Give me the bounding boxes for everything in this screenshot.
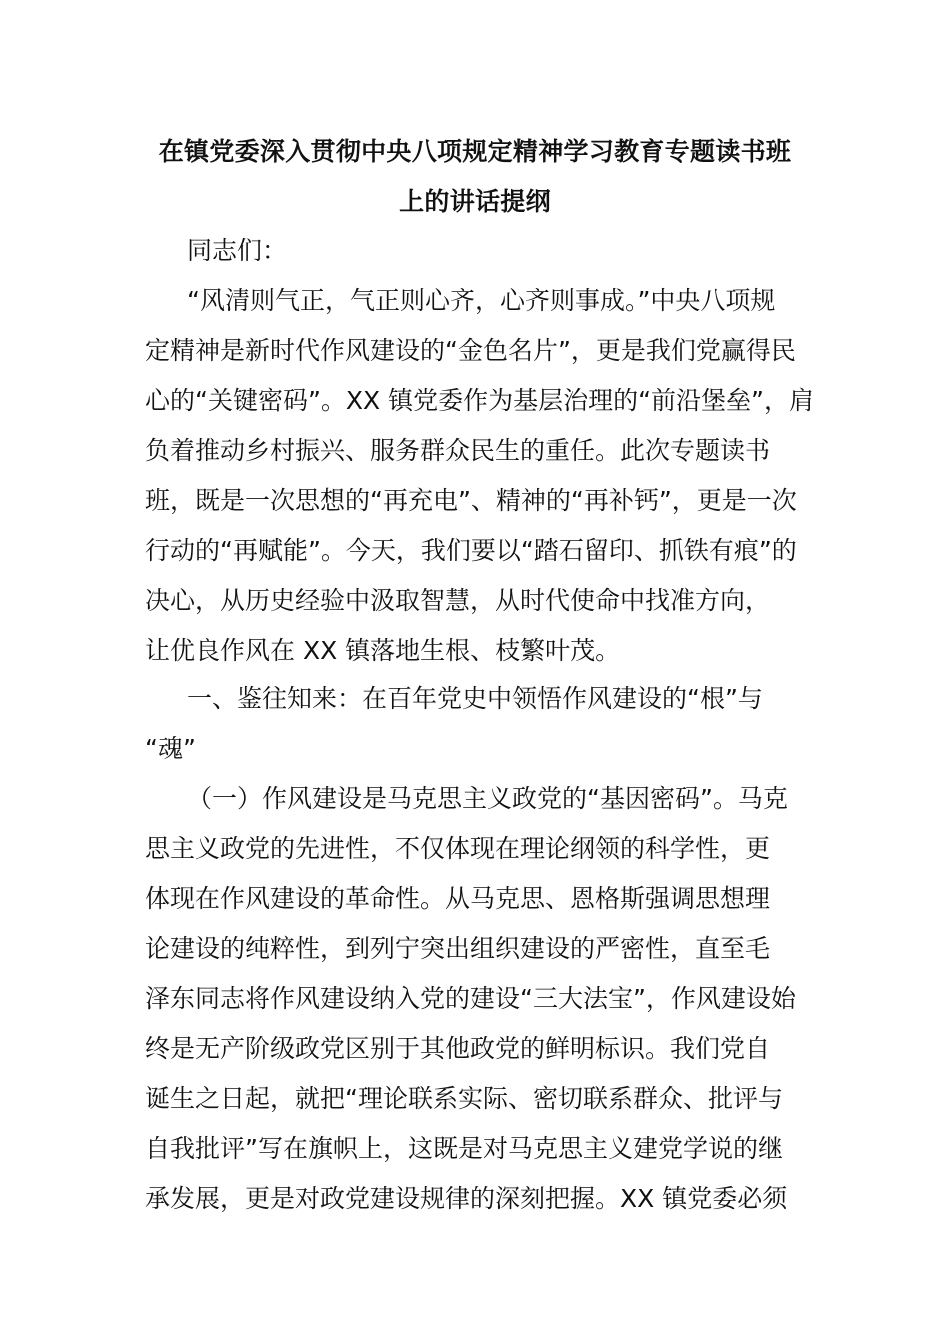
- body-line-12: （一）作风建设是马克思主义政党的“基因密码”。马克: [187, 784, 788, 813]
- body-line-4: 心的“关键密码”。XX 镇党委作为基层治理的“前沿堡垒”，肩: [145, 386, 815, 415]
- body-line-2: “风清则气正，气正则心齐，心齐则事成。”中央八项规: [187, 286, 776, 315]
- body-line-14: 体现在作风建设的革命性。从马克思、恩格斯强调思想理: [145, 884, 771, 913]
- body-line-5: 负着推动乡村振兴、服务群众民生的重任。此次专题读书: [145, 436, 771, 465]
- body-line-8: 决心，从历史经验中汲取智慧，从时代使命中找准方向，: [145, 586, 771, 615]
- body-line-1: 同志们：: [187, 236, 288, 265]
- body-line-17: 终是无产阶级政党区别于其他政党的鲜明标识。我们党自: [145, 1034, 771, 1063]
- document-title-line-1: 在镇党委深入贯彻中央八项规定精神学习教育专题读书班: [158, 137, 792, 166]
- body-line-18: 诞生之日起，就把“理论联系实际、密切联系群众、批评与: [145, 1084, 783, 1113]
- body-line-15: 论建设的纯粹性，到列宁突出组织建设的严密性，直至毛: [145, 934, 771, 963]
- body-line-6: 班，既是一次思想的“再充电”、精神的“再补钙”，更是一次: [145, 486, 797, 515]
- section-heading-line-2: “魂”: [145, 734, 196, 763]
- body-line-9: 让优良作风在 XX 镇落地生根、枝繁叶茂。: [145, 636, 621, 665]
- body-line-20: 承发展，更是对政党建设规律的深刻把握。XX 镇党委必须: [145, 1184, 788, 1213]
- body-line-19: 自我批评”写在旗帜上，这既是对马克思主义建党学说的继: [145, 1134, 783, 1163]
- body-line-16: 泽东同志将作风建设纳入党的建设“三大法宝”，作风建设始: [145, 984, 796, 1013]
- body-line-3: 定精神是新时代作风建设的“金色名片”，更是我们党赢得民: [145, 336, 796, 365]
- document-title-line-2: 上的讲话提纲: [399, 187, 551, 216]
- body-line-13: 思主义政党的先进性，不仅体现在理论纲领的科学性，更: [145, 834, 771, 863]
- body-line-7: 行动的“再赋能”。今天，我们要以“踏石留印、抓铁有痕”的: [145, 536, 797, 565]
- section-heading-line-1: 一、鉴往知来：在百年党史中领悟作风建设的“根”与: [187, 684, 763, 713]
